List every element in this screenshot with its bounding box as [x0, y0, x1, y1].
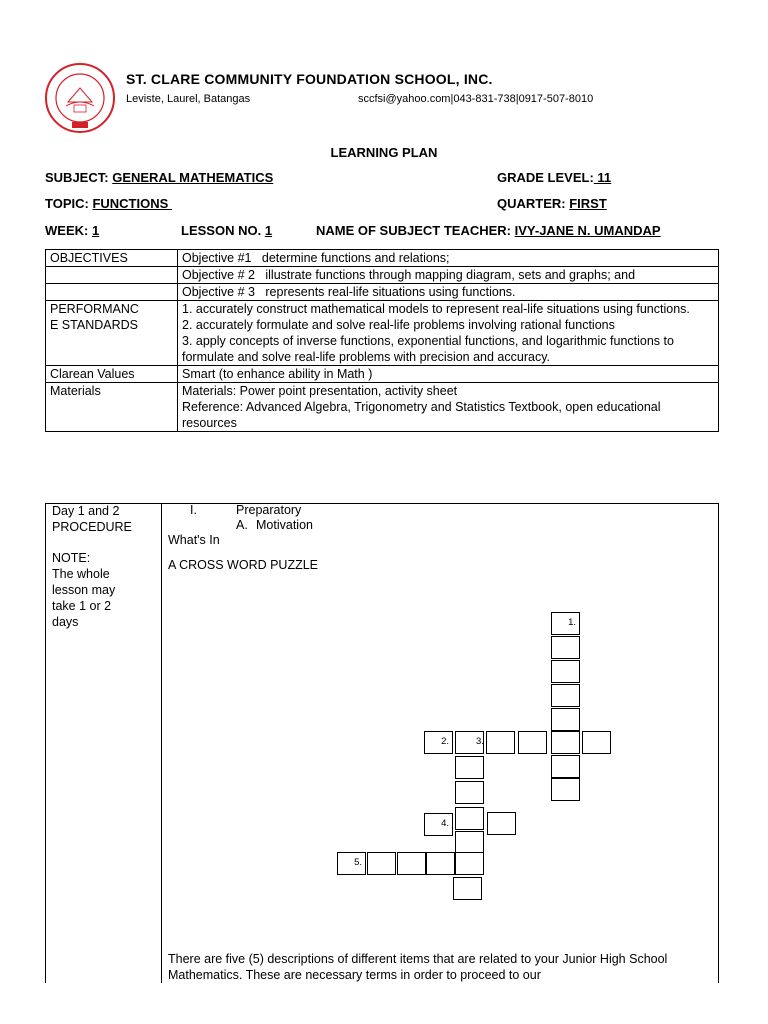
crossword-cell[interactable]: 4. [424, 813, 453, 836]
lesson-field: LESSON NO. 1 [181, 223, 273, 238]
objective-2: Objective # 2 illustrate functions through mapping diagram, sets and graphs; and [178, 267, 719, 284]
materials-label: Materials [46, 383, 178, 432]
table-row [46, 366, 719, 383]
materials [178, 383, 719, 432]
crossword-cell[interactable] [551, 708, 580, 731]
table-row [46, 267, 719, 284]
clarean-values: Smart (to enhance ability in Math ) [178, 366, 719, 383]
crossword-cell[interactable] [426, 852, 455, 875]
document-title: LEARNING PLAN [330, 145, 438, 160]
crossword-cell[interactable] [453, 877, 482, 900]
school-address: Leviste, Laurel, Batangas [126, 93, 251, 105]
objectives-label: OBJECTIVES [46, 250, 178, 267]
crossword-cell[interactable] [367, 852, 396, 875]
crossword-cell[interactable] [551, 755, 580, 778]
standard-3: 3. apply concepts of inverse functions, exponential functions, and logarithmic functions to formulate and solve real-life problems with precision and accuracy. [182, 334, 674, 364]
crossword-cell[interactable] [551, 731, 580, 754]
crossword-cell[interactable]: 3. [455, 731, 484, 754]
reference-text: Reference: Advanced Algebra, Trigonometry and Statistics Textbook, open educational resources [182, 400, 661, 430]
clarean-values-label: Clarean Values [46, 366, 178, 383]
standard-2: 2. accurately formulate and solve real-life problems involving rational functions [182, 318, 615, 332]
preparatory-heading: Preparatory [236, 503, 302, 517]
crossword-cell[interactable] [455, 807, 484, 830]
table-row [46, 301, 719, 366]
objective-1: Objective #1 determine functions and relations; [178, 250, 719, 267]
topic-value: FUNCTIONS [92, 196, 172, 211]
whats-in-heading: What's In [168, 533, 220, 547]
materials-text: Materials: Power point presentation, activity sheet [182, 384, 458, 398]
objective-3: Objective # 3 represents real-life situations using functions. [178, 284, 719, 301]
puzzle-description: There are five (5) descriptions of different items that are related to your Junior High School Mathematics. These are necessary terms in order to proceed to our [168, 952, 668, 982]
crossword-cell[interactable] [487, 812, 516, 835]
learning-plan-table [45, 249, 719, 432]
table-row [46, 284, 719, 301]
teacher-value: IVY-JANE N. UMANDAP [514, 223, 661, 238]
school-logo [44, 62, 116, 134]
motivation-letter: A. [236, 518, 248, 532]
procedure-left-column: Day 1 and 2 PROCEDURE NOTE: The whole lesson may take 1 or 2 days [52, 504, 132, 629]
quarter-field: QUARTER: FIRST [497, 196, 607, 211]
performance-standards-label: PERFORMANC E STANDARDS [46, 301, 178, 366]
crossword-cell[interactable] [551, 636, 580, 659]
table-row [46, 383, 719, 432]
crossword-cell[interactable] [551, 778, 580, 801]
lesson-value: 1 [264, 223, 273, 238]
procedure-divider [161, 503, 162, 983]
crossword-cell[interactable] [518, 731, 547, 754]
school-contact: sccfsi@yahoo.com|043-831-738|0917-507-8010 [358, 93, 594, 105]
roman-numeral: I. [190, 503, 197, 517]
topic-field: TOPIC: FUNCTIONS [45, 196, 172, 211]
crossword-cell[interactable]: 5. [337, 852, 366, 875]
quarter-value: FIRST [569, 196, 607, 211]
week-field: WEEK: 1 [45, 223, 100, 238]
crossword-cell[interactable] [551, 660, 580, 683]
subject-value: GENERAL MATHEMATICS [112, 170, 274, 185]
performance-standards [178, 301, 719, 366]
crossword-cell[interactable]: 1. [551, 612, 580, 635]
standard-1: 1. accurately construct mathematical models to represent real-life situations using functions. [182, 302, 690, 316]
subject-field: SUBJECT: GENERAL MATHEMATICS [45, 170, 274, 185]
grade-level-field: GRADE LEVEL: 11 [497, 170, 612, 185]
crossword-cell[interactable] [551, 684, 580, 707]
crossword-cell[interactable] [397, 852, 426, 875]
crossword-cell[interactable] [455, 852, 484, 875]
puzzle-title: A CROSS WORD PUZZLE [168, 558, 319, 572]
table-row [46, 250, 719, 267]
motivation-heading: Motivation [256, 518, 313, 532]
crossword-cell[interactable] [455, 831, 484, 854]
crossword-cell[interactable] [582, 731, 611, 754]
crossword-cell[interactable] [486, 731, 515, 754]
teacher-field: NAME OF SUBJECT TEACHER: IVY-JANE N. UMANDAP [316, 223, 661, 238]
week-value: 1 [91, 223, 100, 238]
grade-level-value: 11 [593, 170, 612, 185]
crossword-cell[interactable] [455, 781, 484, 804]
crossword-cell[interactable] [455, 756, 484, 779]
crossword-cell[interactable]: 2. [424, 731, 453, 754]
school-name: ST. CLARE COMMUNITY FOUNDATION SCHOOL, INC. [126, 71, 493, 87]
